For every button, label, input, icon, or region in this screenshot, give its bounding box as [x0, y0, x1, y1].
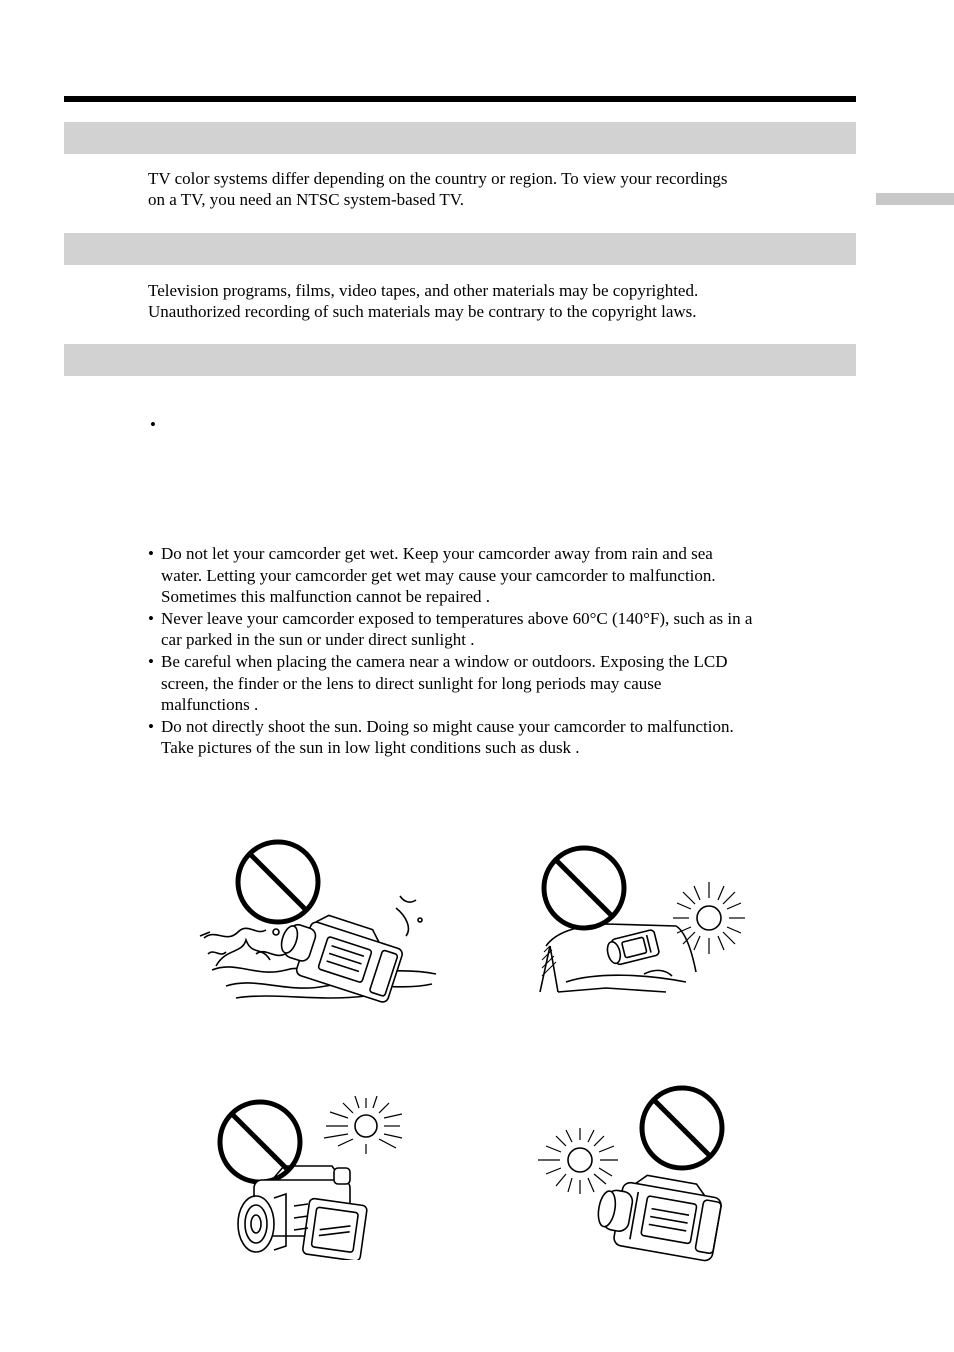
section-heading-band-precautions — [64, 344, 856, 376]
copyright-line-1: Television programs, films, video tapes, and other materials may be copyrighted. — [148, 281, 699, 300]
precaution-line: Never leave your camcorder exposed to temperatures above 60°C (140°F), such as in a — [161, 608, 753, 628]
top-rule — [64, 96, 856, 102]
precaution-line: car parked in the sun or under direct sunlight . — [161, 630, 475, 650]
precaution-line: Sometimes this malfunction cannot be repaired . — [161, 587, 491, 607]
camcorder-pointed-at-sun-prohibited-icon — [536, 1082, 732, 1262]
color-system-paragraph — [148, 168, 848, 210]
precaution-line: Do not directly shoot the sun. Doing so might cause your camcorder to malfunction. — [161, 716, 734, 736]
bullet-dot: • — [148, 608, 154, 628]
precaution-line: Take pictures of the sun in low light conditions such as dusk . — [161, 738, 580, 758]
precaution-line: Be careful when placing the camera near a window or outdoors. Exposing the LCD — [161, 651, 728, 671]
precaution-line: Do not let your camcorder get wet. Keep your camcorder away from rain and sea — [161, 544, 713, 563]
copyright-paragraph — [148, 280, 848, 322]
precaution-list — [148, 543, 858, 759]
section-tab-marker — [876, 193, 954, 205]
camcorder-lcd-facing-sun-prohibited-icon — [212, 1096, 408, 1260]
copyright-line-2: Unauthorized recording of such materials may be contrary to the copyright laws. — [148, 302, 697, 321]
color-system-line-1: TV color systems differ depending on the country or region. To view your recordings — [148, 169, 728, 188]
section-heading-band-copyright — [64, 233, 856, 265]
precaution-item-shoot-sun — [148, 716, 858, 759]
precaution-item-heat — [148, 608, 858, 651]
color-system-line-2: on a TV, you need an NTSC system-based TV. — [148, 190, 465, 209]
bullet-dot: • — [148, 544, 154, 563]
precaution-line: malfunctions . — [161, 695, 259, 715]
camcorder-in-water-prohibited-icon — [196, 836, 446, 1012]
precaution-line: screen, the finder or the lens to direct sunlight for long periods may cause — [161, 673, 662, 693]
bullet-dot: • — [148, 716, 154, 736]
camcorder-in-car-sun-prohibited-icon — [536, 842, 768, 1002]
precaution-item-sunlight-lcd — [148, 651, 858, 716]
lone-bullet: • — [150, 415, 156, 434]
precaution-line: water. Letting your camcorder get wet may cause your camcorder to malfunction. — [161, 565, 716, 585]
section-heading-band-color-system — [64, 122, 856, 154]
precaution-item-water — [148, 543, 858, 608]
bullet-dot: • — [148, 651, 154, 671]
